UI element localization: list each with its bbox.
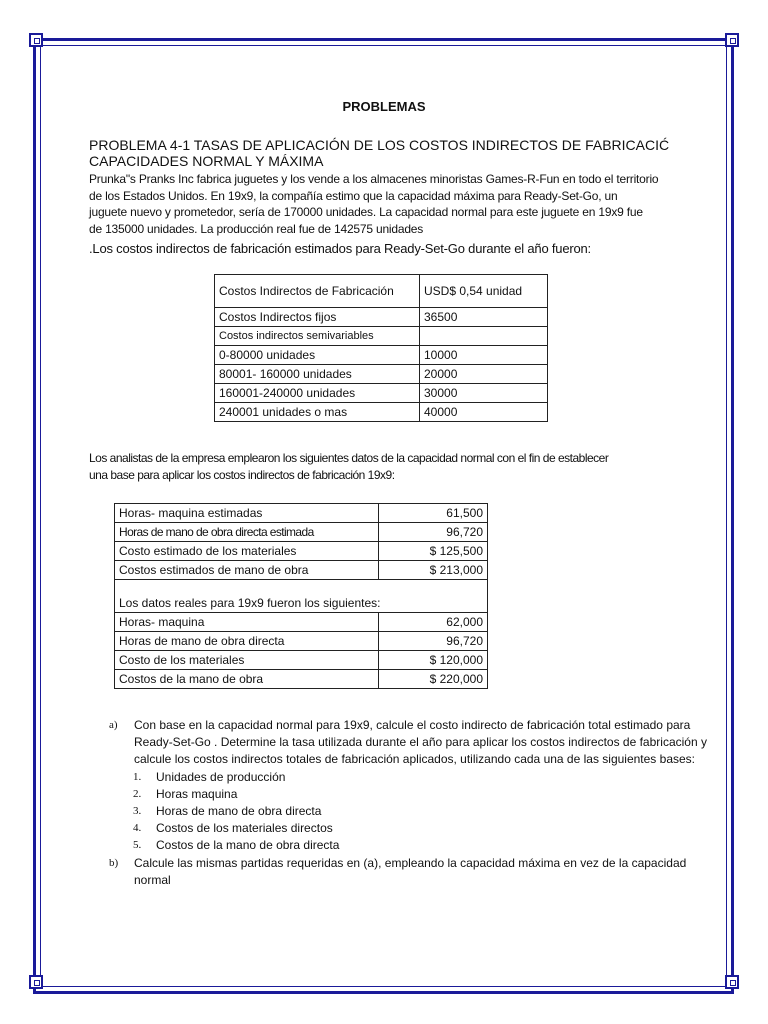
table-cell-label: Horas de mano de obra directa estimada <box>115 523 379 542</box>
table-cell-label: Horas- maquina estimadas <box>115 504 379 523</box>
corner-ornament-top-right <box>725 33 739 47</box>
table-cell-value <box>420 327 548 346</box>
table-row <box>115 542 488 561</box>
table-cell-label: Costos Indirectos de Fabricación <box>215 275 420 308</box>
table-cell-value: 10000 <box>420 346 548 365</box>
list-item-text: Costos de la mano de obra directa <box>156 838 340 853</box>
list-item <box>109 837 709 854</box>
list-marker: a) <box>109 719 118 731</box>
table-row <box>215 403 548 422</box>
list-item <box>109 786 709 803</box>
corner-ornament-bottom-right <box>725 975 739 989</box>
table-row <box>115 613 488 632</box>
table-cell-value: $ 125,500 <box>379 542 488 561</box>
table-cell-value: $ 220,000 <box>379 670 488 689</box>
list-item-text: Unidades de producción <box>156 769 286 784</box>
table-row <box>115 580 488 613</box>
table-cell-value: 96,720 <box>379 632 488 651</box>
table-cell-label: Costos estimados de mano de obra <box>115 561 379 580</box>
table-row <box>215 327 548 346</box>
list-marker: 3. <box>133 805 142 818</box>
table-cell-label: 240001 unidades o mas <box>215 403 420 422</box>
table-cell-label: Horas- maquina <box>115 613 379 632</box>
list-marker: 2. <box>133 787 142 800</box>
table-cell-label: 0-80000 unidades <box>215 346 420 365</box>
question-text: Calcule las mismas partidas requeridas en (a), empleando la capacidad máxima en vez de la capacidad normal <box>134 855 687 887</box>
table-cell-value: 61,500 <box>379 504 488 523</box>
intro-paragraph: Prunka"s Pranks Inc fabrica juguetes y los vende a los almacenes minoristas Games-R-Fun en todo el territorio de los Estados Unidos. En 19x9, la compañía estimo que la capacidad máxima para Ready-Set-Go, un juguete nuevo y prometedor, sería de 170000 unidades. La capacidad normal para este juguete en 19x9 fue de 135000 unidades. La producción real fue de 142575 unidades <box>89 172 659 236</box>
table-cell-value: 30000 <box>420 384 548 403</box>
overhead-costs-table <box>214 274 548 422</box>
table-cell-value: USD$ 0,54 unidad <box>420 275 548 308</box>
table-cell-value: 96,720 <box>379 523 488 542</box>
table-row <box>215 346 548 365</box>
table-row <box>215 275 548 308</box>
table-cell-value: $ 120,000 <box>379 651 488 670</box>
question-a <box>109 717 709 769</box>
table-row <box>115 632 488 651</box>
corner-ornament-bottom-left <box>29 975 43 989</box>
table-cell-label: Costos indirectos semivariables <box>215 327 420 346</box>
table-cell-value: 20000 <box>420 365 548 384</box>
table-row <box>115 651 488 670</box>
table-row <box>215 365 548 384</box>
capacity-data-table <box>114 503 488 689</box>
table-cell-value: 62,000 <box>379 613 488 632</box>
question-b <box>109 855 709 889</box>
questions-list <box>109 717 709 889</box>
table-cell-label: 160001-240000 unidades <box>215 384 420 403</box>
list-item <box>109 820 709 837</box>
table-cell-label: Costos Indirectos fijos <box>215 308 420 327</box>
table-cell-label: Horas de mano de obra directa <box>115 632 379 651</box>
table-row <box>215 384 548 403</box>
problem-title: PROBLEMA 4-1 TASAS DE APLICACIÓN DE LOS COSTOS INDIRECTOS DE FABRICACIĆ CAPACIDADES NORMAL Y MÁXIMA <box>89 137 670 169</box>
table-row <box>115 523 488 542</box>
table-row <box>115 670 488 689</box>
table-cell-value: $ 213,000 <box>379 561 488 580</box>
costs-intro: .Los costos indirectos de fabricación estimados para Ready-Set-Go durante el año fueron: <box>89 241 591 256</box>
table-cell-value: 36500 <box>420 308 548 327</box>
table-cell-label: Costo de los materiales <box>115 651 379 670</box>
table-row <box>115 504 488 523</box>
list-marker: 4. <box>133 822 142 835</box>
analysts-paragraph: Los analistas de la empresa emplearon los siguientes datos de la capacidad normal con el fin de establecer una base para aplicar los costos indirectos de fabricación 19x9: <box>89 451 609 482</box>
corner-ornament-top-left <box>29 33 43 47</box>
table-cell-label: 80001- 160000 unidades <box>215 365 420 384</box>
list-item <box>109 769 709 786</box>
table-row <box>215 308 548 327</box>
table-cell-label: Costo estimado de los materiales <box>115 542 379 561</box>
table-cell-value: 40000 <box>420 403 548 422</box>
list-marker: b) <box>109 856 119 869</box>
table-row <box>115 561 488 580</box>
actual-data-note: Los datos reales para 19x9 fueron los siguientes: <box>115 580 488 613</box>
list-marker: 5. <box>133 839 142 852</box>
list-marker: 1. <box>133 770 142 783</box>
list-item <box>109 803 709 820</box>
list-item-text: Horas de mano de obra directa <box>156 804 322 819</box>
list-item-text: Horas maquina <box>156 786 238 801</box>
question-text: Con base en la capacidad normal para 19x9, calcule el costo indirecto de fabricación total estimado para Ready-Set-Go . Determine la tasa utilizada durante el año para aplicar los costos indirectos de fabricación y calcule los costos indirectos totales de fabricación aplicados, utilizando cada una de las siguientes bases: <box>134 718 707 767</box>
list-item-text: Costos de los materiales directos <box>156 821 333 836</box>
table-cell-label: Costos de la mano de obra <box>115 670 379 689</box>
page-heading: PROBLEMAS <box>342 99 426 114</box>
